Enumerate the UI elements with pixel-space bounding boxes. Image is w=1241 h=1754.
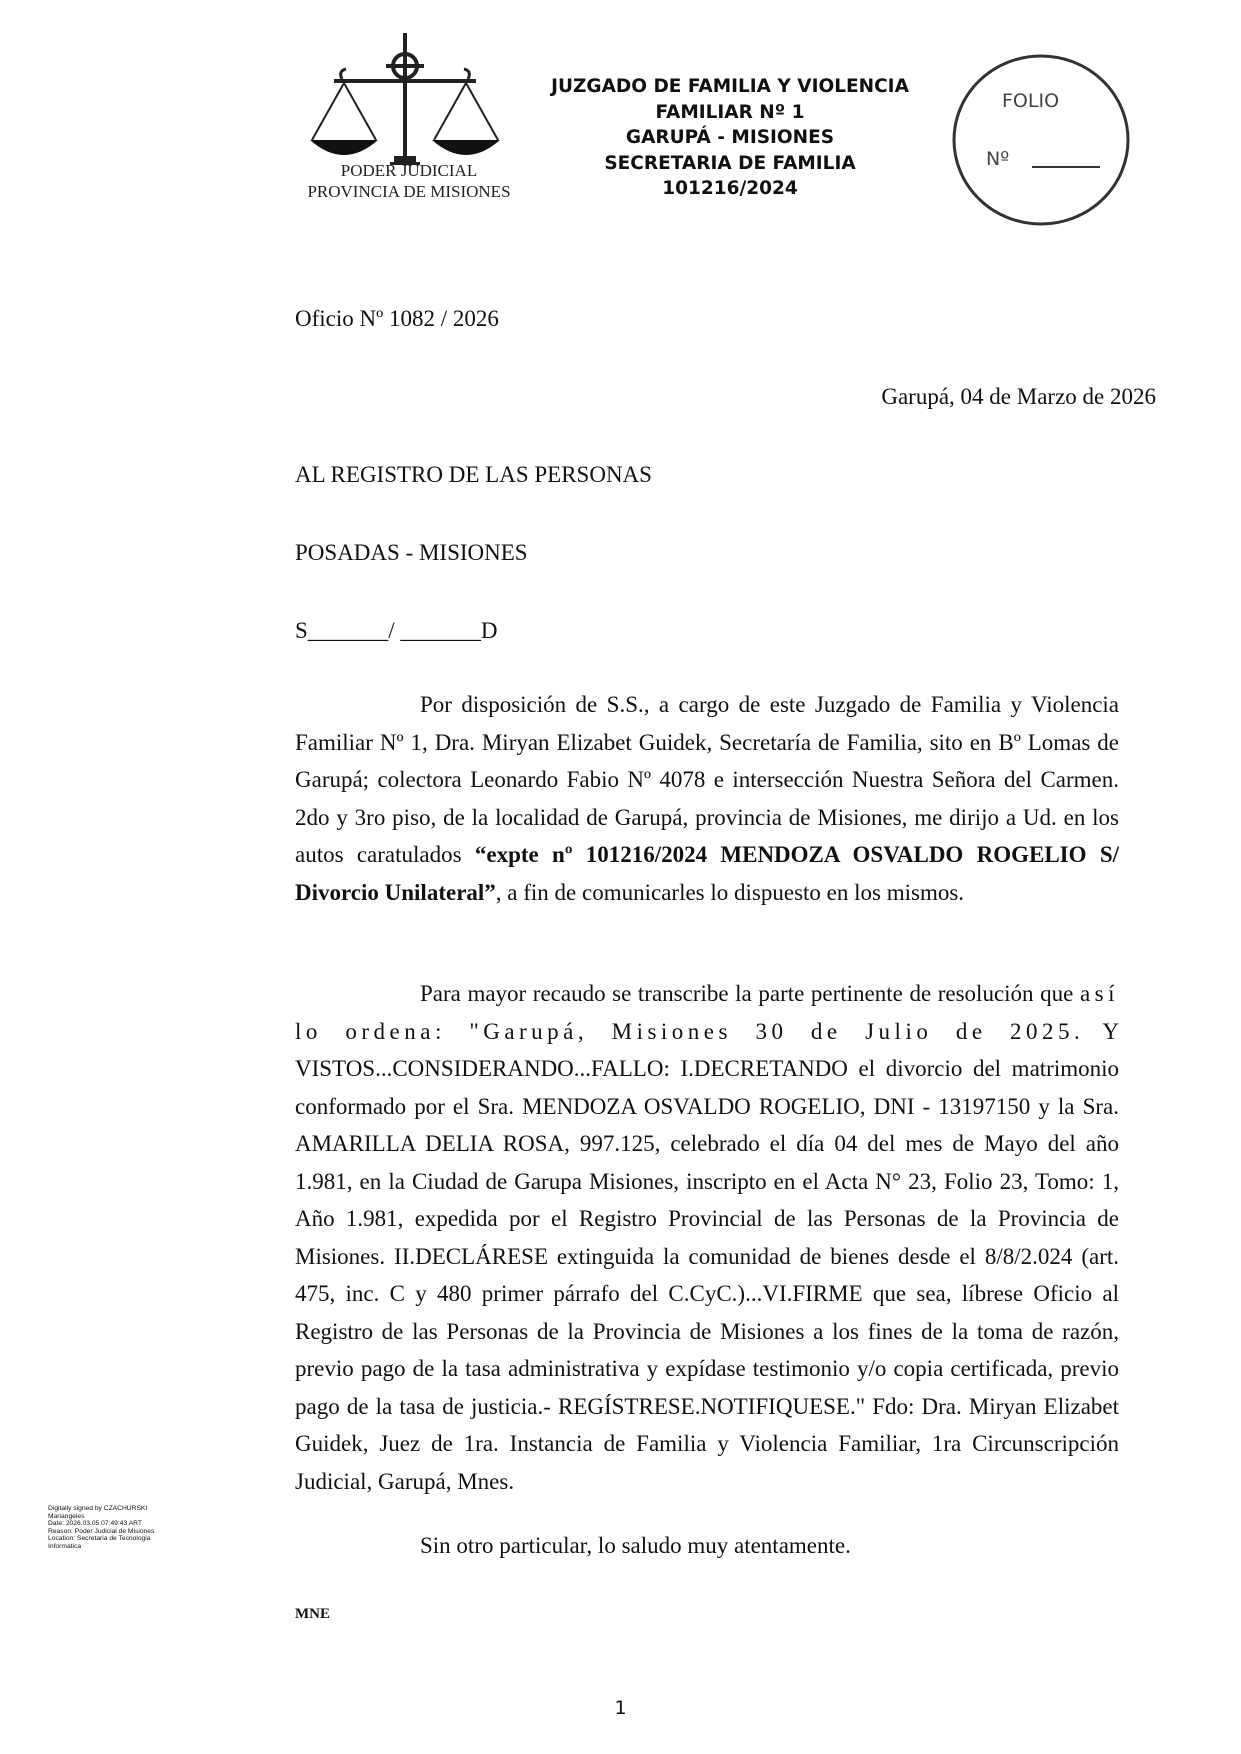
paragraph2-spaced: así lo ordena: "Garupá, Misiones 30 de Julio de 2025. [295,981,1119,1044]
poder-judicial-logo [304,30,514,220]
folio-stamp [950,52,1132,228]
folio-circle-icon [950,52,1132,228]
paragraph1-text-a: Por disposición de S.S., a cargo de este Juzgado de Familia y Violencia Familiar Nº 1, Dra. Miryan Elizabet Guidek, Secretaría de Familia, sito en Bº Lomas de Garupá; colectora Leonardo Fabio Nº 4078 e intersección Nuestra Señora del Carmen. 2do y 3ro piso, de la localidad de Garupá, provincia de Misiones, me dirijo a Ud. en los autos caratulados [295,692,1119,867]
paragraph2-text-b: Y VISTOS...CONSIDERANDO...FALLO: I.DECRETANDO el divorcio del matrimonio conformado por el Sra. MENDOZA OSVALDO ROGELIO, DNI - 13197150 y la Sra. AMARILLA DELIA ROSA, 997.125, celebrado el día 04 del mes de Mayo del año 1.981, en la Ciudad de Garupa Misiones, inscripto en el Acta N° 23, Folio 23, Tomo: 1, Año 1.981, expedida por el Registro Provincial de las Personas de la Provincia de Misiones. II.DECLÁRESE extinguida la comunidad de bienes desde el 8/8/2.024 (art. 475, inc. C y 480 primer párrafo del C.CyC.)...VI.FIRME que sea, líbrese Oficio al Registro de las Personas de la Provincia de Misiones a los fines de la toma de razón, previo pago de la tasa administrativa y expídase testimonio y/o copia certificada, previo pago de la tasa de justicia.- REGÍSTRESE.NOTIFIQUESE." Fdo: Dra. Miryan Elizabet Guidek, Juez de 1ra. Instancia de Familia y Violencia Familiar, 1ra Circunscripción Judicial, Garupá, Mnes. [295,1018,1120,1494]
logo-line-2: PROVINCIA DE MISIONES [307,182,511,201]
recipient: AL REGISTRO DE LAS PERSONAS [295,462,652,487]
digital-signature [48,1505,188,1551]
signature-line-1: Digitally signed by CZACHURSKI [48,1505,148,1512]
recipient-location: POSADAS - MISIONES [295,540,528,565]
salutation: S_______/ _______D [295,618,498,643]
court-header-line-5: 101216/2024 [662,178,798,199]
signature-line-6: Informatica [48,1542,82,1550]
court-header-line-3: GARUPÁ - MISIONES [625,127,835,148]
signature-line-5: Location: Secretaria de Tecnologia [48,1535,151,1543]
signature-line-2: Mariangeles [48,1512,85,1520]
paragraph-resolution [295,975,1119,1500]
signature-line-3: Date: 2026.03.05 07:49:43 ART [48,1520,142,1528]
date-line: Garupá, 04 de Marzo de 2026 [881,384,1156,409]
court-header-line-2: FAMILIAR Nº 1 [655,101,805,123]
court-header-line-1: JUZGADO DE FAMILIA Y VIOLENCIA [551,76,909,97]
closing [295,1527,1119,1565]
folio-number-label: Nº [986,148,1010,170]
court-header [530,74,930,202]
logo-line-1: PODER JUDICIAL [340,161,478,180]
paragraph2-text-a: Para mayor recaudo se transcribe la parte pertinente de resolución que [420,981,1080,1006]
initials: MNE [295,1606,330,1622]
page-number: 1 [614,1697,627,1719]
paragraph1-text-b: , a fin de comunicarles lo dispuesto en los mismos. [495,879,965,905]
case-title: “expte nº 101216/2024 MENDOZA OSVALDO ROGELIO S/ Divorcio Unilateral” [295,842,1119,905]
paragraph-disposition [295,686,1119,911]
closing-text: Sin otro particular, lo saludo muy atentamente. [420,1533,851,1558]
oficio-number: Oficio Nº 1082 / 2026 [295,306,499,331]
court-header-line-4: SECRETARIA DE FAMILIA [604,152,856,174]
signature-line-4: Reason: Poder Judicial de Misiones [48,1527,155,1535]
folio-label: FOLIO [1002,90,1060,112]
